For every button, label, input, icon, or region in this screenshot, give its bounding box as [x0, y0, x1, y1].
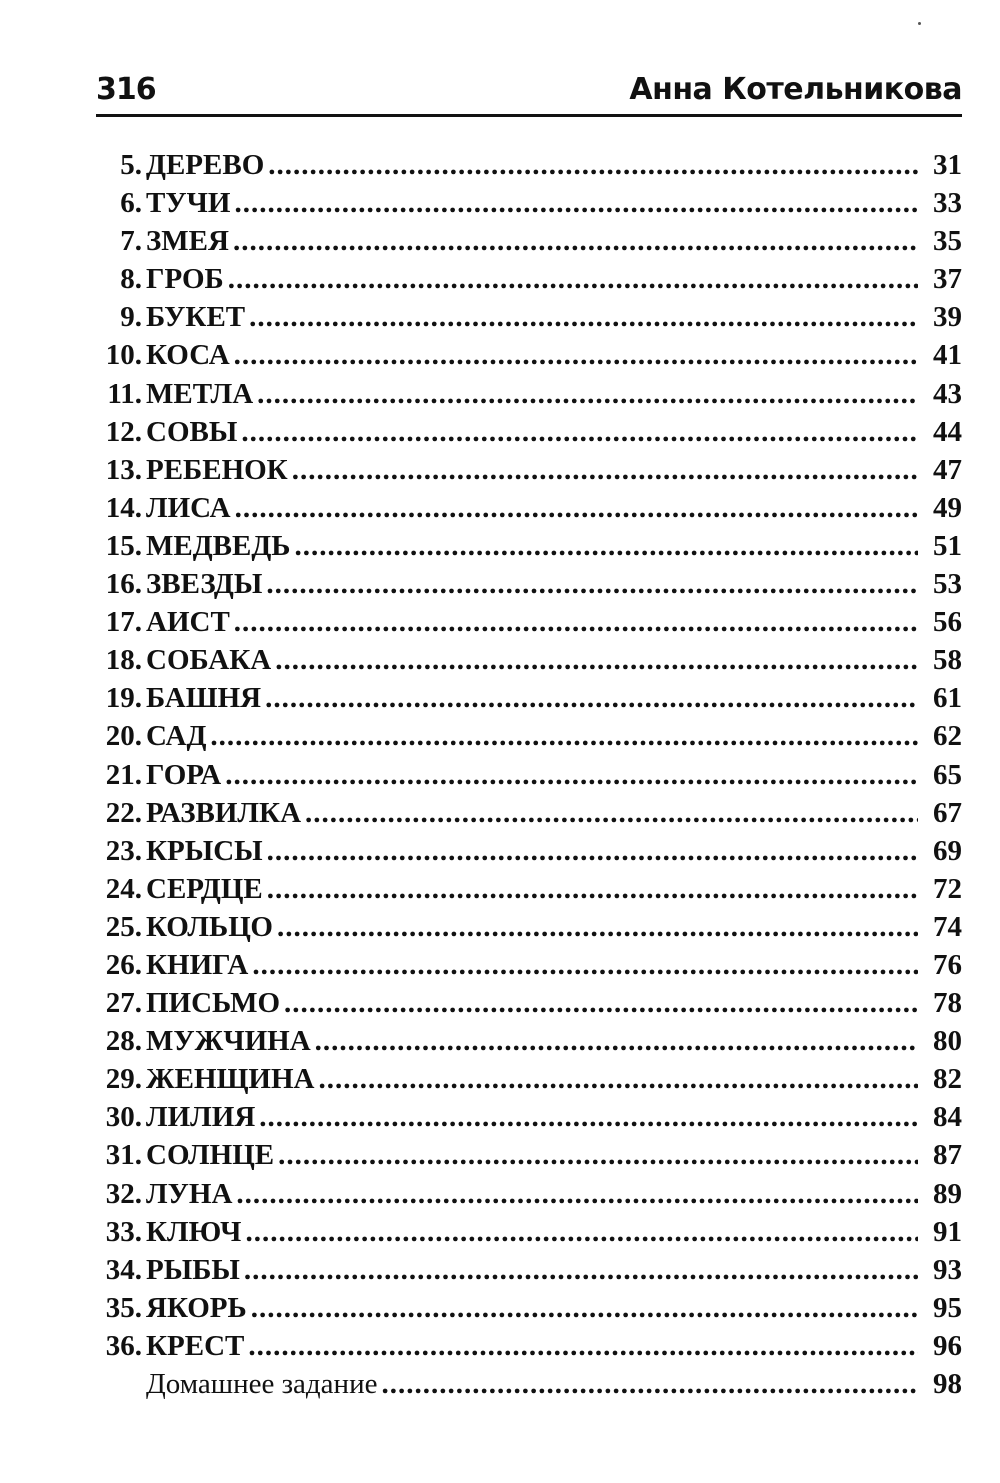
toc-entry [96, 756, 962, 794]
toc-entry-title: РАЗВИЛКА [146, 796, 302, 829]
toc-entry [96, 298, 962, 336]
toc-entry-page: 53 [933, 568, 962, 601]
toc-entry-page: 89 [933, 1177, 962, 1210]
toc-entry-number: 24. [105, 872, 142, 905]
toc-entry [96, 794, 962, 832]
toc-dot-leader [294, 527, 918, 565]
toc-entry-number: 30. [105, 1101, 142, 1134]
toc-entry-page: 37 [933, 263, 962, 296]
toc-entry-number: 19. [105, 682, 142, 715]
toc-entry-title: САД [146, 720, 207, 753]
toc-entry [96, 832, 962, 870]
toc-dot-leader [278, 1136, 918, 1174]
table-of-contents [96, 146, 962, 1403]
print-speck [918, 22, 921, 25]
toc-entry-title: АИСТ [146, 606, 230, 639]
toc-dot-leader [267, 832, 918, 870]
toc-entry-number: 31. [105, 1139, 142, 1172]
toc-entry-page: 43 [933, 377, 962, 410]
toc-entry-title: ЖЕНЩИНА [146, 1063, 315, 1096]
toc-entry [96, 870, 962, 908]
toc-entry-title: КОЛЬЦО [146, 910, 273, 943]
toc-dot-leader [233, 222, 918, 260]
toc-entry-number: 36. [105, 1329, 142, 1362]
toc-entry-title: МЕТЛА [146, 377, 254, 410]
toc-dot-leader [318, 1060, 918, 1098]
toc-dot-leader [267, 870, 918, 908]
toc-dot-leader [244, 1251, 918, 1289]
toc-entry-page: 69 [933, 834, 962, 867]
toc-entry-page: 62 [933, 720, 962, 753]
toc-entry-page: 56 [933, 606, 962, 639]
toc-entry [96, 717, 962, 755]
toc-entry-title: КРЕСТ [146, 1329, 245, 1362]
toc-entry [96, 184, 962, 222]
toc-dot-leader [381, 1365, 918, 1403]
toc-dot-leader [236, 1175, 918, 1213]
toc-dot-leader [266, 565, 918, 603]
toc-entry-title: ТУЧИ [146, 187, 231, 220]
toc-entry [96, 451, 962, 489]
toc-entry [96, 908, 962, 946]
toc-entry [96, 413, 962, 451]
toc-dot-leader [275, 641, 918, 679]
toc-entry-page: 76 [933, 948, 962, 981]
toc-entry-page: 35 [933, 225, 962, 258]
toc-entry-title: КОСА [146, 339, 230, 372]
toc-entry-title: СОВЫ [146, 415, 238, 448]
toc-entry-title: КНИГА [146, 948, 249, 981]
toc-entry-title: СОЛНЦЕ [146, 1139, 275, 1172]
toc-entry [96, 222, 962, 260]
toc-dot-leader [248, 1327, 918, 1365]
toc-entry [96, 679, 962, 717]
toc-entry [96, 260, 962, 298]
toc-entry-number: 13. [105, 453, 142, 486]
toc-entry-page: 98 [933, 1368, 962, 1400]
toc-entry-title: ПИСЬМО [146, 987, 280, 1020]
toc-entry-page: 80 [933, 1025, 962, 1058]
toc-entry [96, 1136, 962, 1174]
toc-entry-number: 21. [105, 758, 142, 791]
toc-entry-page: 47 [933, 453, 962, 486]
toc-entry-title: Домашнее задание [146, 1368, 378, 1400]
toc-entry-number: 12. [105, 415, 142, 448]
toc-entry-number: 25. [105, 910, 142, 943]
toc-entry-number: 14. [105, 491, 142, 524]
toc-entry-number: 27. [105, 987, 142, 1020]
toc-entry-title: ЛУНА [146, 1177, 233, 1210]
toc-entry-number: 17. [105, 606, 142, 639]
toc-dot-leader [305, 794, 918, 832]
toc-entry-title: ЛИЛИЯ [146, 1101, 256, 1134]
toc-dot-leader [210, 717, 918, 755]
running-header [96, 70, 962, 117]
toc-entry-number: 29. [105, 1063, 142, 1096]
toc-entry-page: 39 [933, 301, 962, 334]
toc-entry-number: 28. [105, 1025, 142, 1058]
toc-dot-leader [234, 336, 918, 374]
toc-entry-number: 9. [120, 301, 142, 334]
toc-entry-page: 72 [933, 872, 962, 905]
toc-entry [96, 946, 962, 984]
toc-entry-page: 95 [933, 1291, 962, 1324]
toc-entry-page: 84 [933, 1101, 962, 1134]
toc-entry-page: 65 [933, 758, 962, 791]
toc-entry-title: СЕРДЦЕ [146, 872, 263, 905]
toc-entry-page: 78 [933, 987, 962, 1020]
toc-dot-leader [315, 1022, 918, 1060]
toc-entry [96, 375, 962, 413]
toc-entry-title: ГОРА [146, 758, 222, 791]
toc-entry-number: 11. [107, 377, 142, 410]
toc-dot-leader [251, 1289, 918, 1327]
toc-entry-number: 32. [105, 1177, 142, 1210]
toc-entry-title: МУЖЧИНА [146, 1025, 311, 1058]
toc-entry-title: ЗВЕЗДЫ [146, 568, 263, 601]
toc-entry-number: 23. [105, 834, 142, 867]
toc-entry [96, 489, 962, 527]
toc-entry-page: 93 [933, 1253, 962, 1286]
toc-dot-leader [241, 413, 918, 451]
toc-entry-page: 31 [933, 149, 962, 181]
toc-entry [96, 1022, 962, 1060]
toc-dot-leader [235, 489, 918, 527]
toc-entry [96, 1251, 962, 1289]
toc-entry-number: 33. [105, 1215, 142, 1248]
toc-entry-number: 34. [105, 1253, 142, 1286]
toc-dot-leader [284, 984, 918, 1022]
toc-entry-title: ЗМЕЯ [146, 225, 229, 258]
toc-dot-leader [249, 298, 918, 336]
toc-entry-number: 22. [105, 796, 142, 829]
toc-entry-title: ГРОБ [146, 263, 224, 296]
page-number: 316 [96, 72, 156, 107]
toc-dot-leader [292, 451, 918, 489]
author-name: Анна Котельникова [629, 72, 962, 107]
toc-entry-title: МЕДВЕДЬ [146, 529, 291, 562]
toc-entry [96, 1327, 962, 1365]
toc-dot-leader [252, 946, 918, 984]
toc-entry-page: 44 [933, 415, 962, 448]
toc-entry-title: СОБАКА [146, 644, 272, 677]
toc-entry-title: ЯКОРЬ [146, 1291, 247, 1324]
toc-entry [96, 1060, 962, 1098]
toc-entry-page: 58 [933, 644, 962, 677]
toc-entry-number: 35. [105, 1291, 142, 1324]
toc-entry-number: 18. [105, 644, 142, 677]
toc-entry [96, 336, 962, 374]
toc-dot-leader [268, 146, 918, 184]
toc-entry-number: 16. [105, 568, 142, 601]
toc-dot-leader [245, 1213, 918, 1251]
toc-dot-leader [225, 756, 918, 794]
toc-entry [96, 565, 962, 603]
toc-dot-leader [228, 260, 918, 298]
toc-entry-number: 8. [120, 263, 142, 296]
toc-entry [96, 1289, 962, 1327]
toc-dot-leader [259, 1098, 918, 1136]
toc-entry-title: КЛЮЧ [146, 1215, 242, 1248]
toc-entry-page: 49 [933, 491, 962, 524]
toc-dot-leader [234, 184, 918, 222]
toc-entry-page: 74 [933, 910, 962, 943]
toc-entry-number: 10. [105, 339, 142, 372]
toc-dot-leader [265, 679, 918, 717]
toc-entry-title: РЫБЫ [146, 1253, 240, 1286]
toc-entry [96, 641, 962, 679]
toc-entry [96, 1098, 962, 1136]
toc-entry-number: 15. [105, 529, 142, 562]
toc-dot-leader [277, 908, 918, 946]
toc-dot-leader [234, 603, 918, 641]
toc-entry [96, 1213, 962, 1251]
toc-entry [96, 1175, 962, 1213]
toc-entry-title: БУКЕТ [146, 301, 246, 334]
toc-entry-title: БАШНЯ [146, 682, 262, 715]
toc-entry-page: 33 [933, 187, 962, 220]
toc-entry-number: 7. [120, 225, 142, 258]
toc-entry-page: 82 [933, 1063, 962, 1096]
toc-entry-page: 96 [933, 1329, 962, 1362]
toc-entry-title: РЕБЕНОК [146, 453, 288, 486]
toc-entry [96, 527, 962, 565]
toc-entry-page: 67 [933, 796, 962, 829]
toc-entry-number: 6. [120, 187, 142, 220]
toc-entry-title: КРЫСЫ [146, 834, 263, 867]
toc-entry [96, 1365, 962, 1403]
toc-entry-page: 61 [933, 682, 962, 715]
toc-dot-leader [257, 375, 918, 413]
toc-entry-page: 87 [933, 1139, 962, 1172]
toc-entry-title: ДЕРЕВО [146, 149, 265, 181]
toc-entry-number: 20. [105, 720, 142, 753]
toc-entry-number: 5. [120, 149, 142, 181]
toc-entry [96, 603, 962, 641]
toc-entry-page: 51 [933, 529, 962, 562]
toc-entry-page: 91 [933, 1215, 962, 1248]
toc-entry [96, 146, 962, 184]
toc-entry-page: 41 [933, 339, 962, 372]
toc-entry-title: ЛИСА [146, 491, 231, 524]
toc-entry [96, 984, 962, 1022]
toc-entry-number: 26. [105, 948, 142, 981]
